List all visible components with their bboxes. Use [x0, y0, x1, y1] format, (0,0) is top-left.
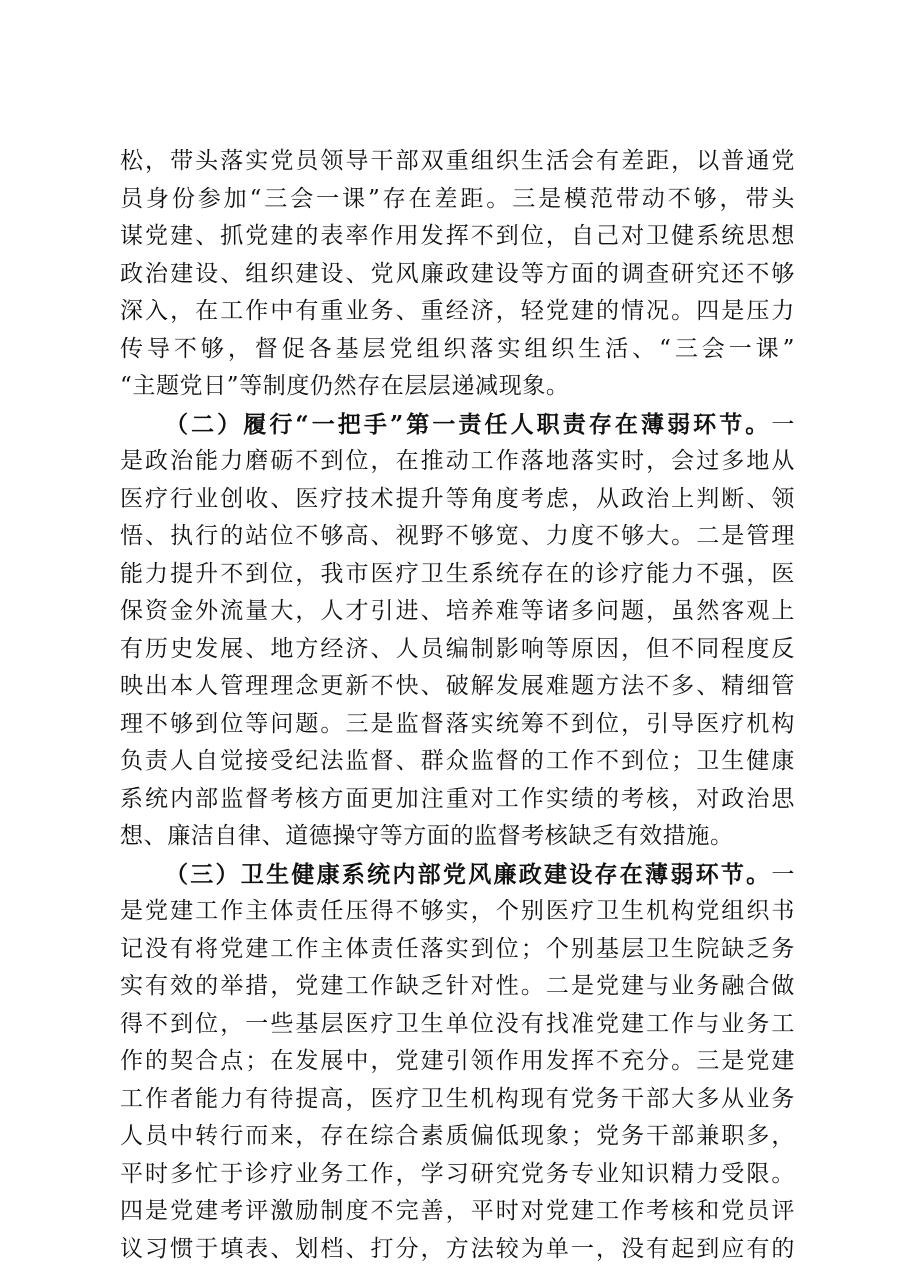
text-line: 工作者能力有待提高，医疗卫生机构现有党务干部大多从业务 — [120, 1085, 795, 1112]
text-line: 谋党建、抓党建的表率作用发挥不到位，自己对卫健系统思想 — [120, 223, 795, 249]
text-line: 记没有将党建工作主体责任落实到位；个别基层卫生院缺乏务 — [120, 935, 795, 962]
text-line: 员身份参加“三会一课”存在差距。三是模范带动不够，带头 — [120, 185, 795, 212]
text-line: “主题党日”等制度仍然存在层层递减现象。 — [120, 373, 570, 399]
text-line: 悟、执行的站位不够高、视野不够宽、力度不够大。二是管理 — [120, 523, 795, 549]
text-line: 四是党建考评激励制度不完善，平时对党建工作考核和党员评 — [120, 1198, 795, 1224]
section-heading: （三）卫生健康系统内部党风廉政建设存在薄弱环节。 — [165, 860, 772, 888]
paragraph-first-line — [120, 856, 795, 894]
paragraph-continuation — [120, 143, 795, 406]
section-heading: （二）履行“一把手”第一责任人职责存在薄弱环节。 — [165, 410, 772, 438]
text-line: 政治建设、组织建设、党风廉政建设等方面的调查研究还不够 — [120, 260, 795, 287]
text-line: 实有效的举措，党建工作缺乏针对性。二是党建与业务融合做 — [120, 973, 795, 999]
text-fragment: 一 — [771, 411, 795, 438]
text-line: 是党建工作主体责任压得不够实，个别医疗卫生机构党组织书 — [120, 898, 795, 924]
text-fragment: 一 — [771, 861, 795, 888]
text-line: 医疗行业创收、医疗技术提升等角度考虑，从政治上判断、领 — [120, 485, 795, 512]
text-line: 系统内部监督考核方面更加注重对工作实绩的考核，对政治思 — [120, 785, 795, 812]
text-line: 保资金外流量大，人才引进、培养难等诸多问题，虽然客观上 — [120, 598, 795, 624]
text-line: 映出本人管理理念更新不快、破解发展难题方法不多、精细管 — [120, 673, 795, 699]
paragraph-section-three — [120, 856, 795, 1269]
text-line: 平时多忙于诊疗业务工作，学习研究党务专业知识精力受限。 — [120, 1160, 795, 1187]
text-line: 负责人自觉接受纪法监督、群众监督的工作不到位；卫生健康 — [120, 748, 795, 774]
text-line: 作的契合点；在发展中，党建引领作用发挥不充分。三是党建 — [120, 1048, 795, 1074]
text-line: 想、廉洁自律、道德操守等方面的监督考核缺乏有效措施。 — [120, 823, 734, 849]
paragraph-section-two — [120, 406, 795, 856]
text-line: 是政治能力磨砺不到位，在推动工作落地落实时，会过多地从 — [120, 448, 795, 474]
text-line: 得不到位，一些基层医疗卫生单位没有找准党建工作与业务工 — [120, 1010, 795, 1037]
text-line: 人员中转行而来，存在综合素质偏低现象；党务干部兼职多， — [120, 1123, 795, 1149]
text-line: 有历史发展、地方经济、人员编制影响等原因，但不同程度反 — [120, 635, 795, 662]
text-line: 松，带头落实党员领导干部双重组织生活会有差距，以普通党 — [120, 148, 795, 174]
document-body — [120, 143, 795, 1268]
paragraph-first-line — [120, 406, 795, 444]
text-line: 议习惯于填表、划档、打分，方法较为单一，没有起到应有的 — [120, 1235, 795, 1262]
text-line: 传导不够，督促各基层党组织落实组织生活、“三会一课” — [120, 335, 795, 362]
text-line: 能力提升不到位，我市医疗卫生系统存在的诊疗能力不强，医 — [120, 560, 795, 587]
text-line: 理不够到位等问题。三是监督落实统筹不到位，引导医疗机构 — [120, 710, 795, 737]
text-line: 深入，在工作中有重业务、重经济，轻党建的情况。四是压力 — [120, 298, 795, 324]
